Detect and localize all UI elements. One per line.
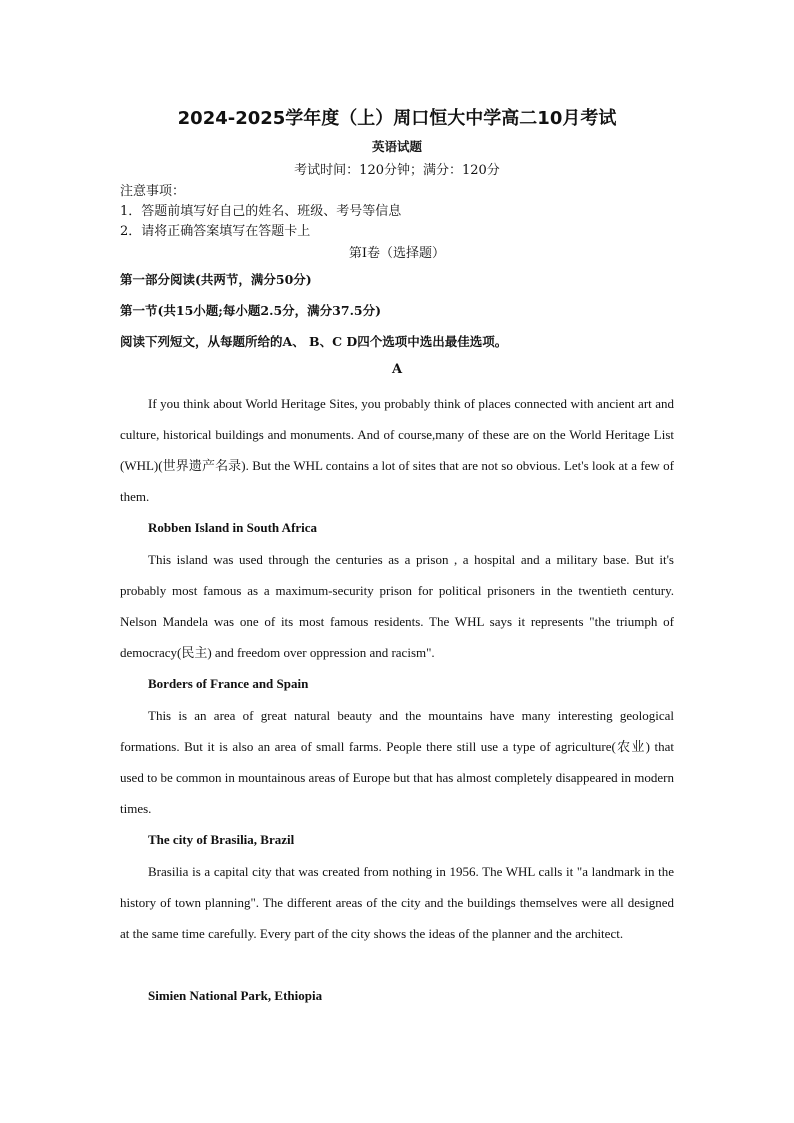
exam-time-info: 考试时间：120分钟；满分：120分 <box>294 163 500 178</box>
section-heading-france-spain: Borders of France and Spain <box>148 676 309 691</box>
notes-item: 1．答题前填写好自己的姓名、班级、考号等信息 <box>120 204 402 219</box>
passage-intro-paragraph: If you think about World Heritage Sites, you probably think of places connected with ancient art and culture, historical buildings and monuments. And of course,many of these are on the World Heritage List (WHL)(世界遗产名录). But the WHL contains a lot of sites that are not so obvious. Let's look at a few of them. <box>120 396 674 504</box>
exam-subject: 英语试题 <box>371 139 422 154</box>
passage-label: A <box>391 362 403 377</box>
section-text-robben-island: This island was used through the centuries as a prison , a hospital and a military base. But it's probably most famous as a maximum-security prison for political prisoners in the twentieth century. Nelson Mandela was one of its most famous residents. The WHL says it represents "the triumph of democracy(民主) and freedom over oppression and racism". <box>120 552 674 660</box>
section-text-france-spain: This is an area of great natural beauty and the mountains have many interesting geological formations. But it is also an area of small farms. People there still use a type of agriculture(农业) that used to be common in mountainous areas of Europe but that has almost completely disappeared in modern times. <box>120 708 674 816</box>
notes-item: 2．请将正确答案填写在答题卡上 <box>120 224 311 239</box>
section-heading-robben-island: Robben Island in South Africa <box>148 520 318 535</box>
reading-instruction: 阅读下列短文，从每题所给的A、 B、C D四个选项中选出最佳选项。 <box>120 334 508 349</box>
section-one-heading: 第一节(共15小题;每小题2.5分，满分37.5分) <box>120 303 382 318</box>
notes-block <box>120 182 401 242</box>
exam-title: 2024-2025学年度（上）周口恒大中学高二10月考试 <box>177 108 617 129</box>
section-heading-simien: Simien National Park, Ethiopia <box>148 988 323 1003</box>
part-one-heading: 第一部分阅读(共两节，满分50分) <box>120 272 312 287</box>
section-heading-brasilia: The city of Brasilia, Brazil <box>148 832 295 847</box>
volume-heading: 第I卷（选择题） <box>348 246 446 261</box>
notes-heading: 注意事项： <box>120 184 186 199</box>
section-text-brasilia: Brasilia is a capital city that was created from nothing in 1956. The WHL calls it "a landmark in the history of town planning". The different areas of the city and the buildings themselves were all designed at the same time carefully. Every part of the city shows the ideas of the planner and the architect. <box>120 864 674 941</box>
